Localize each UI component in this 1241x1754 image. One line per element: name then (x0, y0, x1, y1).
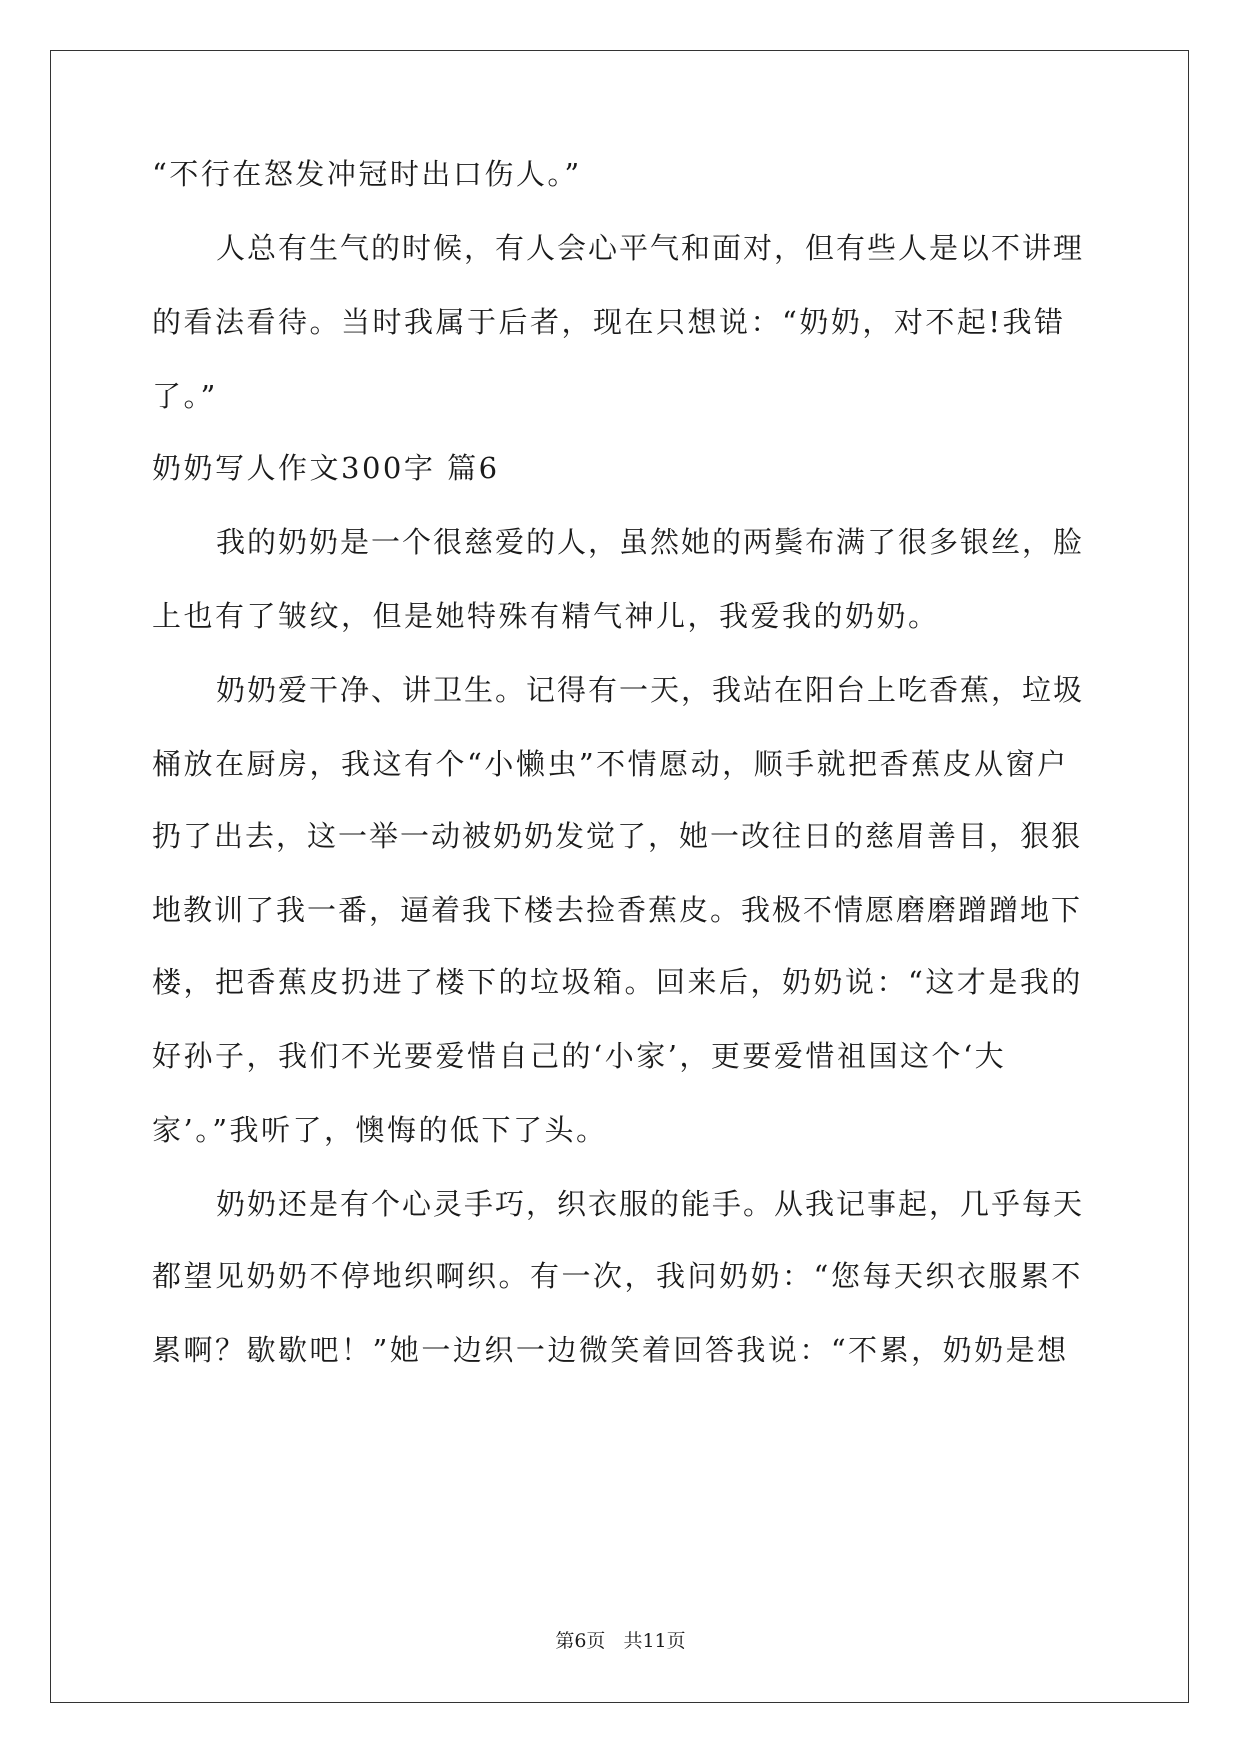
text-line: 我的奶奶是一个很慈爱的人，虽然她的两鬓布满了很多银丝，脸 (216, 525, 1085, 559)
text-line: 扔了出去，这一举一动被奶奶发觉了，她一改往日的慈眉善目，狠狠 (152, 819, 1083, 853)
text-line: 累啊？歇歇吧！”她一边织一边微笑着回答我说：“不累，奶奶是想 (152, 1333, 1069, 1367)
text-line: 楼，把香蕉皮扔进了楼下的垃圾箱。回来后，奶奶说：“这才是我的 (152, 965, 1083, 999)
text-line: 好孙子，我们不光要爱惜自己的‘小家’，更要爱惜祖国这个‘大 (152, 1039, 1007, 1073)
page-total: 共11页 (623, 1630, 686, 1652)
text-line: 奶奶爱干净、讲卫生。记得有一天，我站在阳台上吃香蕉，垃圾 (216, 673, 1085, 707)
text-line: 的看法看待。当时我属于后者，现在只想说：“奶奶，对不起!我错 (152, 305, 1066, 339)
text-line: 奶奶还是有个心灵手巧，织衣服的能手。从我记事起，几乎每天 (216, 1187, 1085, 1221)
text-line: 人总有生气的时候，有人会心平气和面对，但有些人是以不讲理 (216, 231, 1085, 265)
section-heading: 奶奶写人作文300字 篇6 (152, 451, 500, 485)
text-line: 桶放在厨房，我这有个“小懒虫”不情愿动，顺手就把香蕉皮从窗户 (152, 747, 1069, 781)
text-line: 家’。”我听了，懊悔的低下了头。 (152, 1113, 608, 1147)
text-line: 地教训了我一番，逼着我下楼去捡香蕉皮。我极不情愿磨磨蹭蹭地下 (152, 893, 1083, 927)
text-line: “不行在怒发冲冠时出口伤人。” (152, 157, 582, 191)
page-footer (0, 1632, 1241, 1651)
text-line: 了。” (152, 379, 218, 413)
page-border (50, 50, 1189, 1703)
text-line: 上也有了皱纹，但是她特殊有精气神儿，我爱我的奶奶。 (152, 599, 940, 633)
page-number: 第6页 (555, 1630, 606, 1652)
text-line: 都望见奶奶不停地织啊织。有一次，我问奶奶：“您每天织衣服累不 (152, 1259, 1083, 1293)
